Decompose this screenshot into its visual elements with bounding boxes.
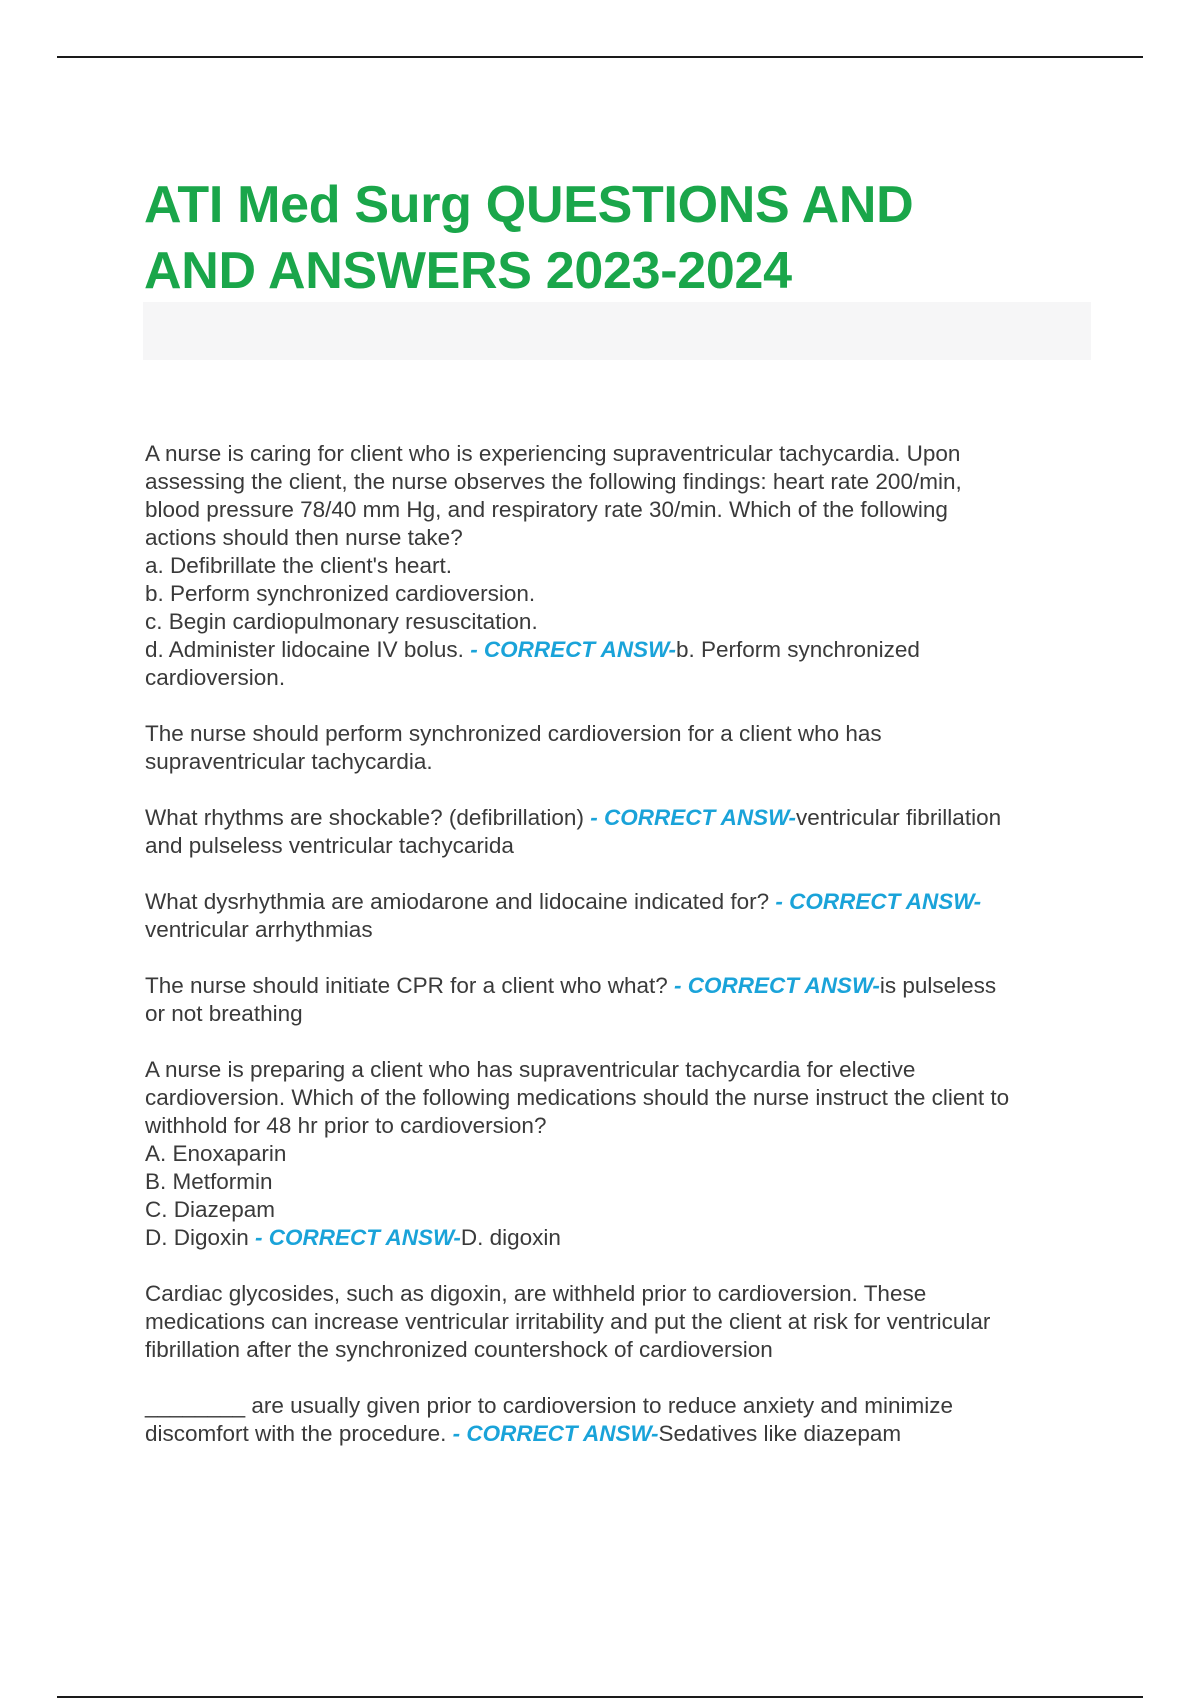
qa-text: A. Enoxaparin — [145, 1141, 287, 1166]
qa-line — [145, 1196, 1090, 1224]
qa-text: c. Begin cardiopulmonary resuscitation. — [145, 609, 538, 634]
qa-text: b. Perform synchronized cardioversion. — [145, 581, 536, 606]
qa-content — [145, 440, 1090, 1476]
correct-answer-marker: - CORRECT ANSW- — [470, 637, 676, 662]
qa-line — [145, 552, 1090, 580]
qa-line — [145, 888, 1090, 916]
qa-line — [145, 468, 1090, 496]
title-line: ATI Med Surg QUESTIONS AND — [144, 176, 914, 234]
qa-text: supraventricular tachycardia. — [145, 749, 433, 774]
qa-line — [145, 608, 1090, 636]
qa-item — [145, 1280, 1090, 1364]
qa-line — [145, 1224, 1090, 1252]
qa-text: The nurse should perform synchronized cardioversion for a client who has — [145, 721, 882, 746]
correct-answer-marker: - CORRECT ANSW- — [452, 1421, 659, 1446]
answer-text: Sedatives like diazepam — [658, 1421, 902, 1446]
qa-text: blood pressure 78/40 mm Hg, and respiratory rate 30/min. Which of the following — [145, 497, 948, 522]
answer-text: D. digoxin — [460, 1225, 561, 1250]
qa-line — [145, 1280, 1090, 1308]
qa-text: cardioversion. — [145, 665, 286, 690]
qa-line — [145, 748, 1090, 776]
qa-text: cardioversion. Which of the following medications should the nurse instruct the client to — [145, 1085, 1010, 1110]
qa-text: B. Metformin — [145, 1169, 273, 1194]
qa-item — [145, 972, 1090, 1028]
qa-item — [145, 1056, 1090, 1252]
qa-text: and pulseless ventricular tachycarida — [145, 833, 514, 858]
qa-line — [145, 1336, 1090, 1364]
qa-text: A nurse is caring for client who is experiencing supraventricular tachycardia. Upon — [145, 441, 961, 466]
qa-text: actions should then nurse take? — [145, 525, 463, 550]
correct-answer-marker: - CORRECT ANSW- — [590, 805, 797, 830]
qa-line — [145, 1140, 1090, 1168]
qa-line — [145, 1392, 1090, 1420]
answer-text: is pulseless — [879, 973, 997, 998]
qa-text: The nurse should initiate CPR for a client who what? — [145, 973, 675, 998]
top-rule — [57, 56, 1143, 58]
qa-line — [145, 496, 1090, 524]
bottom-rule — [57, 1696, 1143, 1698]
answer-text: b. Perform synchronized — [676, 637, 920, 662]
title-band — [143, 302, 1091, 360]
qa-line — [145, 1168, 1090, 1196]
qa-text: ventricular arrhythmias — [145, 917, 373, 942]
qa-line — [145, 664, 1090, 692]
qa-line — [145, 580, 1090, 608]
qa-item — [145, 440, 1090, 692]
title-line: AND ANSWERS 2023-2024 — [144, 242, 792, 300]
qa-text: d. Administer lidocaine IV bolus. — [145, 637, 471, 662]
qa-text: discomfort with the procedure. — [145, 1421, 453, 1446]
answer-text: ventricular fibrillation — [796, 805, 1002, 830]
qa-line — [145, 1000, 1090, 1028]
qa-text: C. Diazepam — [145, 1197, 276, 1222]
qa-line — [145, 524, 1090, 552]
qa-line — [145, 804, 1090, 832]
qa-text: Cardiac glycosides, such as digoxin, are withheld prior to cardioversion. These — [145, 1281, 927, 1306]
qa-text: or not breathing — [145, 1001, 303, 1026]
correct-answer-marker: - CORRECT ANSW- — [775, 889, 982, 914]
qa-text: medications can increase ventricular irritability and put the client at risk for ventricular — [145, 1309, 991, 1334]
qa-item — [145, 804, 1090, 860]
qa-line — [145, 972, 1090, 1000]
qa-text: withhold for 48 hr prior to cardioversion? — [145, 1113, 547, 1138]
qa-item — [145, 1392, 1090, 1448]
qa-item — [145, 888, 1090, 944]
qa-text: a. Defibrillate the client's heart. — [145, 553, 452, 578]
document-title — [144, 172, 1084, 304]
qa-line — [145, 916, 1090, 944]
qa-line — [145, 1420, 1090, 1448]
qa-item — [145, 720, 1090, 776]
qa-line — [145, 440, 1090, 468]
qa-text: What dysrhythmia are amiodarone and lidocaine indicated for? — [145, 889, 776, 914]
correct-answer-marker: - CORRECT ANSW- — [255, 1225, 461, 1250]
qa-line — [145, 636, 1090, 664]
correct-answer-marker: - CORRECT ANSW- — [674, 973, 880, 998]
qa-text: fibrillation after the synchronized countershock of cardioversion — [145, 1337, 773, 1362]
qa-line — [145, 1112, 1090, 1140]
title-block — [144, 172, 1084, 304]
qa-text: A nurse is preparing a client who has supraventricular tachycardia for elective — [145, 1057, 916, 1082]
qa-text: D. Digoxin — [145, 1225, 256, 1250]
qa-line — [145, 832, 1090, 860]
qa-text: ________ are usually given prior to cardioversion to reduce anxiety and minimize — [145, 1393, 953, 1418]
qa-line — [145, 1308, 1090, 1336]
qa-line — [145, 1056, 1090, 1084]
qa-text: assessing the client, the nurse observes the following findings: heart rate 200/min, — [145, 469, 962, 494]
qa-text: What rhythms are shockable? (defibrillation) — [145, 805, 591, 830]
qa-line — [145, 1084, 1090, 1112]
qa-line — [145, 720, 1090, 748]
